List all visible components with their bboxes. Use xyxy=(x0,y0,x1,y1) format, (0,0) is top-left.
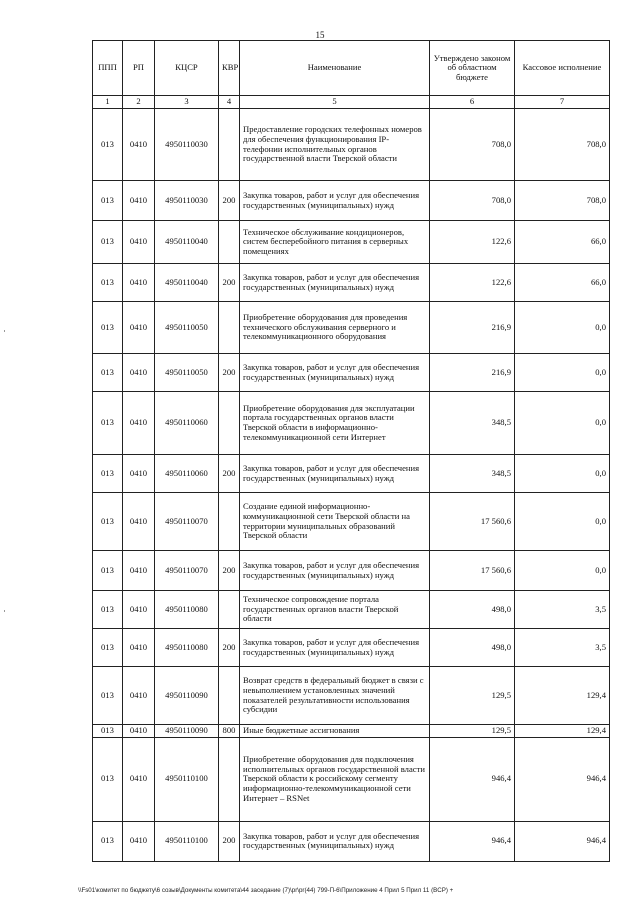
cell-name: Предоставление городских телефонных номеров для обеспечения функционирования IP-телефонии исполнительных органов государственной власти Тверской области xyxy=(240,109,430,181)
cell-ppp: 013 xyxy=(93,551,123,591)
column-number: 2 xyxy=(123,96,155,109)
column-number: 3 xyxy=(155,96,219,109)
cell-ppp: 013 xyxy=(93,725,123,738)
cell-ppp: 013 xyxy=(93,667,123,725)
table-row xyxy=(93,181,610,221)
cell-executed: 0,0 xyxy=(515,392,610,455)
header-rp: РП xyxy=(123,41,155,96)
header-kvr: КВР xyxy=(219,41,240,96)
cell-kvr: 800 xyxy=(219,725,240,738)
cell-rp: 0410 xyxy=(123,667,155,725)
budget-table xyxy=(92,40,610,862)
cell-rp: 0410 xyxy=(123,181,155,221)
cell-kvr xyxy=(219,302,240,354)
cell-kcsr: 4950110080 xyxy=(155,629,219,667)
cell-name: Закупка товаров, работ и услуг для обеспечения государственных (муниципальных) нужд xyxy=(240,354,430,392)
cell-kvr xyxy=(219,667,240,725)
cell-ppp: 013 xyxy=(93,591,123,629)
cell-kcsr: 4950110040 xyxy=(155,221,219,264)
cell-kcsr: 4950110060 xyxy=(155,392,219,455)
table-row xyxy=(93,264,610,302)
cell-approved: 946,4 xyxy=(430,737,515,821)
table-row xyxy=(93,493,610,551)
cell-ppp: 013 xyxy=(93,821,123,861)
column-number: 5 xyxy=(240,96,430,109)
cell-executed: 0,0 xyxy=(515,455,610,493)
cell-name: Приобретение оборудования для проведения технического обслуживания серверного и телекоммуникационного оборудования xyxy=(240,302,430,354)
cell-ppp: 013 xyxy=(93,302,123,354)
cell-kcsr: 4950110060 xyxy=(155,455,219,493)
column-number-row xyxy=(93,96,610,109)
cell-kvr: 200 xyxy=(219,354,240,392)
column-number: 1 xyxy=(93,96,123,109)
table-row xyxy=(93,725,610,738)
cell-kcsr: 4950110070 xyxy=(155,551,219,591)
cell-kcsr: 4950110030 xyxy=(155,109,219,181)
cell-ppp: 013 xyxy=(93,109,123,181)
cell-rp: 0410 xyxy=(123,302,155,354)
table-row xyxy=(93,591,610,629)
footer-file-path: \\Fs01\комитет по бюджету\6 созыв\Документы комитета\44 заседание (7)\pr\pr(44) 799-П-6\Приложение 4 Прил 5 Прил 11 (BCP) + xyxy=(78,887,454,894)
cell-kvr: 200 xyxy=(219,821,240,861)
cell-kvr xyxy=(219,737,240,821)
cell-executed: 66,0 xyxy=(515,264,610,302)
table-header xyxy=(93,41,610,109)
cell-kvr: 200 xyxy=(219,181,240,221)
margin-mark xyxy=(4,610,5,612)
cell-name: Приобретение оборудования для эксплуатации портала государственных органов власти Тверской области в информационно-телекоммуникационной сети Интернет xyxy=(240,392,430,455)
cell-name: Закупка товаров, работ и услуг для обеспечения государственных (муниципальных) нужд xyxy=(240,821,430,861)
cell-rp: 0410 xyxy=(123,392,155,455)
table-row xyxy=(93,455,610,493)
cell-approved: 708,0 xyxy=(430,109,515,181)
table-row xyxy=(93,667,610,725)
cell-ppp: 013 xyxy=(93,221,123,264)
cell-ppp: 013 xyxy=(93,181,123,221)
cell-rp: 0410 xyxy=(123,591,155,629)
cell-kvr xyxy=(219,221,240,264)
cell-name: Закупка товаров, работ и услуг для обеспечения государственных (муниципальных) нужд xyxy=(240,455,430,493)
cell-approved: 17 560,6 xyxy=(430,551,515,591)
cell-name: Закупка товаров, работ и услуг для обеспечения государственных (муниципальных) нужд xyxy=(240,629,430,667)
cell-kcsr: 4950110100 xyxy=(155,737,219,821)
table-row xyxy=(93,302,610,354)
cell-ppp: 013 xyxy=(93,354,123,392)
cell-ppp: 013 xyxy=(93,737,123,821)
cell-name: Техническое сопровождение портала государственных органов власти Тверской области xyxy=(240,591,430,629)
cell-name: Создание единой информационно-коммуникационной сети Тверской области на территории муниципальных образований Тверской области xyxy=(240,493,430,551)
column-number: 4 xyxy=(219,96,240,109)
cell-kvr xyxy=(219,109,240,181)
cell-executed: 3,5 xyxy=(515,591,610,629)
table-row xyxy=(93,551,610,591)
cell-approved: 498,0 xyxy=(430,591,515,629)
cell-kvr xyxy=(219,493,240,551)
cell-executed: 129,4 xyxy=(515,667,610,725)
cell-name: Закупка товаров, работ и услуг для обеспечения государственных (муниципальных) нужд xyxy=(240,551,430,591)
cell-approved: 122,6 xyxy=(430,221,515,264)
cell-ppp: 013 xyxy=(93,455,123,493)
cell-rp: 0410 xyxy=(123,551,155,591)
header-kcsr: КЦСР xyxy=(155,41,219,96)
cell-name: Приобретение оборудования для подключения исполнительных органов государственной власти Тверской области к российскому сегменту информационно-телекоммуникационной сети Интернет – RSNet xyxy=(240,737,430,821)
cell-ppp: 013 xyxy=(93,392,123,455)
cell-name: Закупка товаров, работ и услуг для обеспечения государственных (муниципальных) нужд xyxy=(240,181,430,221)
cell-rp: 0410 xyxy=(123,629,155,667)
table-row xyxy=(93,392,610,455)
cell-executed: 946,4 xyxy=(515,737,610,821)
cell-rp: 0410 xyxy=(123,737,155,821)
cell-ppp: 013 xyxy=(93,264,123,302)
cell-kcsr: 4950110090 xyxy=(155,725,219,738)
cell-name: Закупка товаров, работ и услуг для обеспечения государственных (муниципальных) нужд xyxy=(240,264,430,302)
cell-kcsr: 4950110070 xyxy=(155,493,219,551)
cell-name: Возврат средств в федеральный бюджет в связи с невыполнением установленных значений показателей результативности использования субсидии xyxy=(240,667,430,725)
cell-kcsr: 4950110080 xyxy=(155,591,219,629)
cell-approved: 498,0 xyxy=(430,629,515,667)
cell-executed: 0,0 xyxy=(515,551,610,591)
cell-kvr: 200 xyxy=(219,629,240,667)
header-approved: Утверждено законом об областном бюджете xyxy=(430,41,515,96)
cell-approved: 129,5 xyxy=(430,667,515,725)
cell-approved: 17 560,6 xyxy=(430,493,515,551)
cell-rp: 0410 xyxy=(123,821,155,861)
cell-approved: 216,9 xyxy=(430,354,515,392)
cell-name: Иные бюджетные ассигнования xyxy=(240,725,430,738)
cell-executed: 66,0 xyxy=(515,221,610,264)
cell-rp: 0410 xyxy=(123,725,155,738)
cell-kcsr: 4950110040 xyxy=(155,264,219,302)
cell-kvr: 200 xyxy=(219,264,240,302)
cell-ppp: 013 xyxy=(93,493,123,551)
cell-kcsr: 4950110050 xyxy=(155,354,219,392)
table-row xyxy=(93,221,610,264)
table-row xyxy=(93,629,610,667)
table-row xyxy=(93,737,610,821)
cell-kvr: 200 xyxy=(219,455,240,493)
margin-mark xyxy=(4,330,5,332)
cell-executed: 0,0 xyxy=(515,302,610,354)
page-number: 15 xyxy=(315,30,325,40)
column-number: 6 xyxy=(430,96,515,109)
cell-approved: 708,0 xyxy=(430,181,515,221)
table-row xyxy=(93,354,610,392)
cell-approved: 129,5 xyxy=(430,725,515,738)
cell-rp: 0410 xyxy=(123,354,155,392)
cell-rp: 0410 xyxy=(123,264,155,302)
cell-kvr xyxy=(219,392,240,455)
cell-approved: 122,6 xyxy=(430,264,515,302)
cell-executed: 946,4 xyxy=(515,821,610,861)
column-number: 7 xyxy=(515,96,610,109)
cell-rp: 0410 xyxy=(123,455,155,493)
cell-rp: 0410 xyxy=(123,109,155,181)
cell-executed: 708,0 xyxy=(515,181,610,221)
cell-executed: 708,0 xyxy=(515,109,610,181)
cell-name: Техническое обслуживание кондиционеров, систем бесперебойного питания в серверных помещениях xyxy=(240,221,430,264)
cell-kcsr: 4950110100 xyxy=(155,821,219,861)
cell-executed: 3,5 xyxy=(515,629,610,667)
table-row xyxy=(93,821,610,861)
cell-approved: 216,9 xyxy=(430,302,515,354)
cell-kvr: 200 xyxy=(219,551,240,591)
cell-approved: 946,4 xyxy=(430,821,515,861)
cell-executed: 0,0 xyxy=(515,354,610,392)
cell-kcsr: 4950110030 xyxy=(155,181,219,221)
cell-executed: 129,4 xyxy=(515,725,610,738)
header-executed: Кассовое исполнение xyxy=(515,41,610,96)
header-name: Наименование xyxy=(240,41,430,96)
cell-kcsr: 4950110090 xyxy=(155,667,219,725)
table-row xyxy=(93,109,610,181)
cell-kcsr: 4950110050 xyxy=(155,302,219,354)
cell-kvr xyxy=(219,591,240,629)
header-ppp: ППП xyxy=(93,41,123,96)
cell-approved: 348,5 xyxy=(430,455,515,493)
cell-ppp: 013 xyxy=(93,629,123,667)
cell-approved: 348,5 xyxy=(430,392,515,455)
cell-rp: 0410 xyxy=(123,493,155,551)
cell-rp: 0410 xyxy=(123,221,155,264)
cell-executed: 0,0 xyxy=(515,493,610,551)
